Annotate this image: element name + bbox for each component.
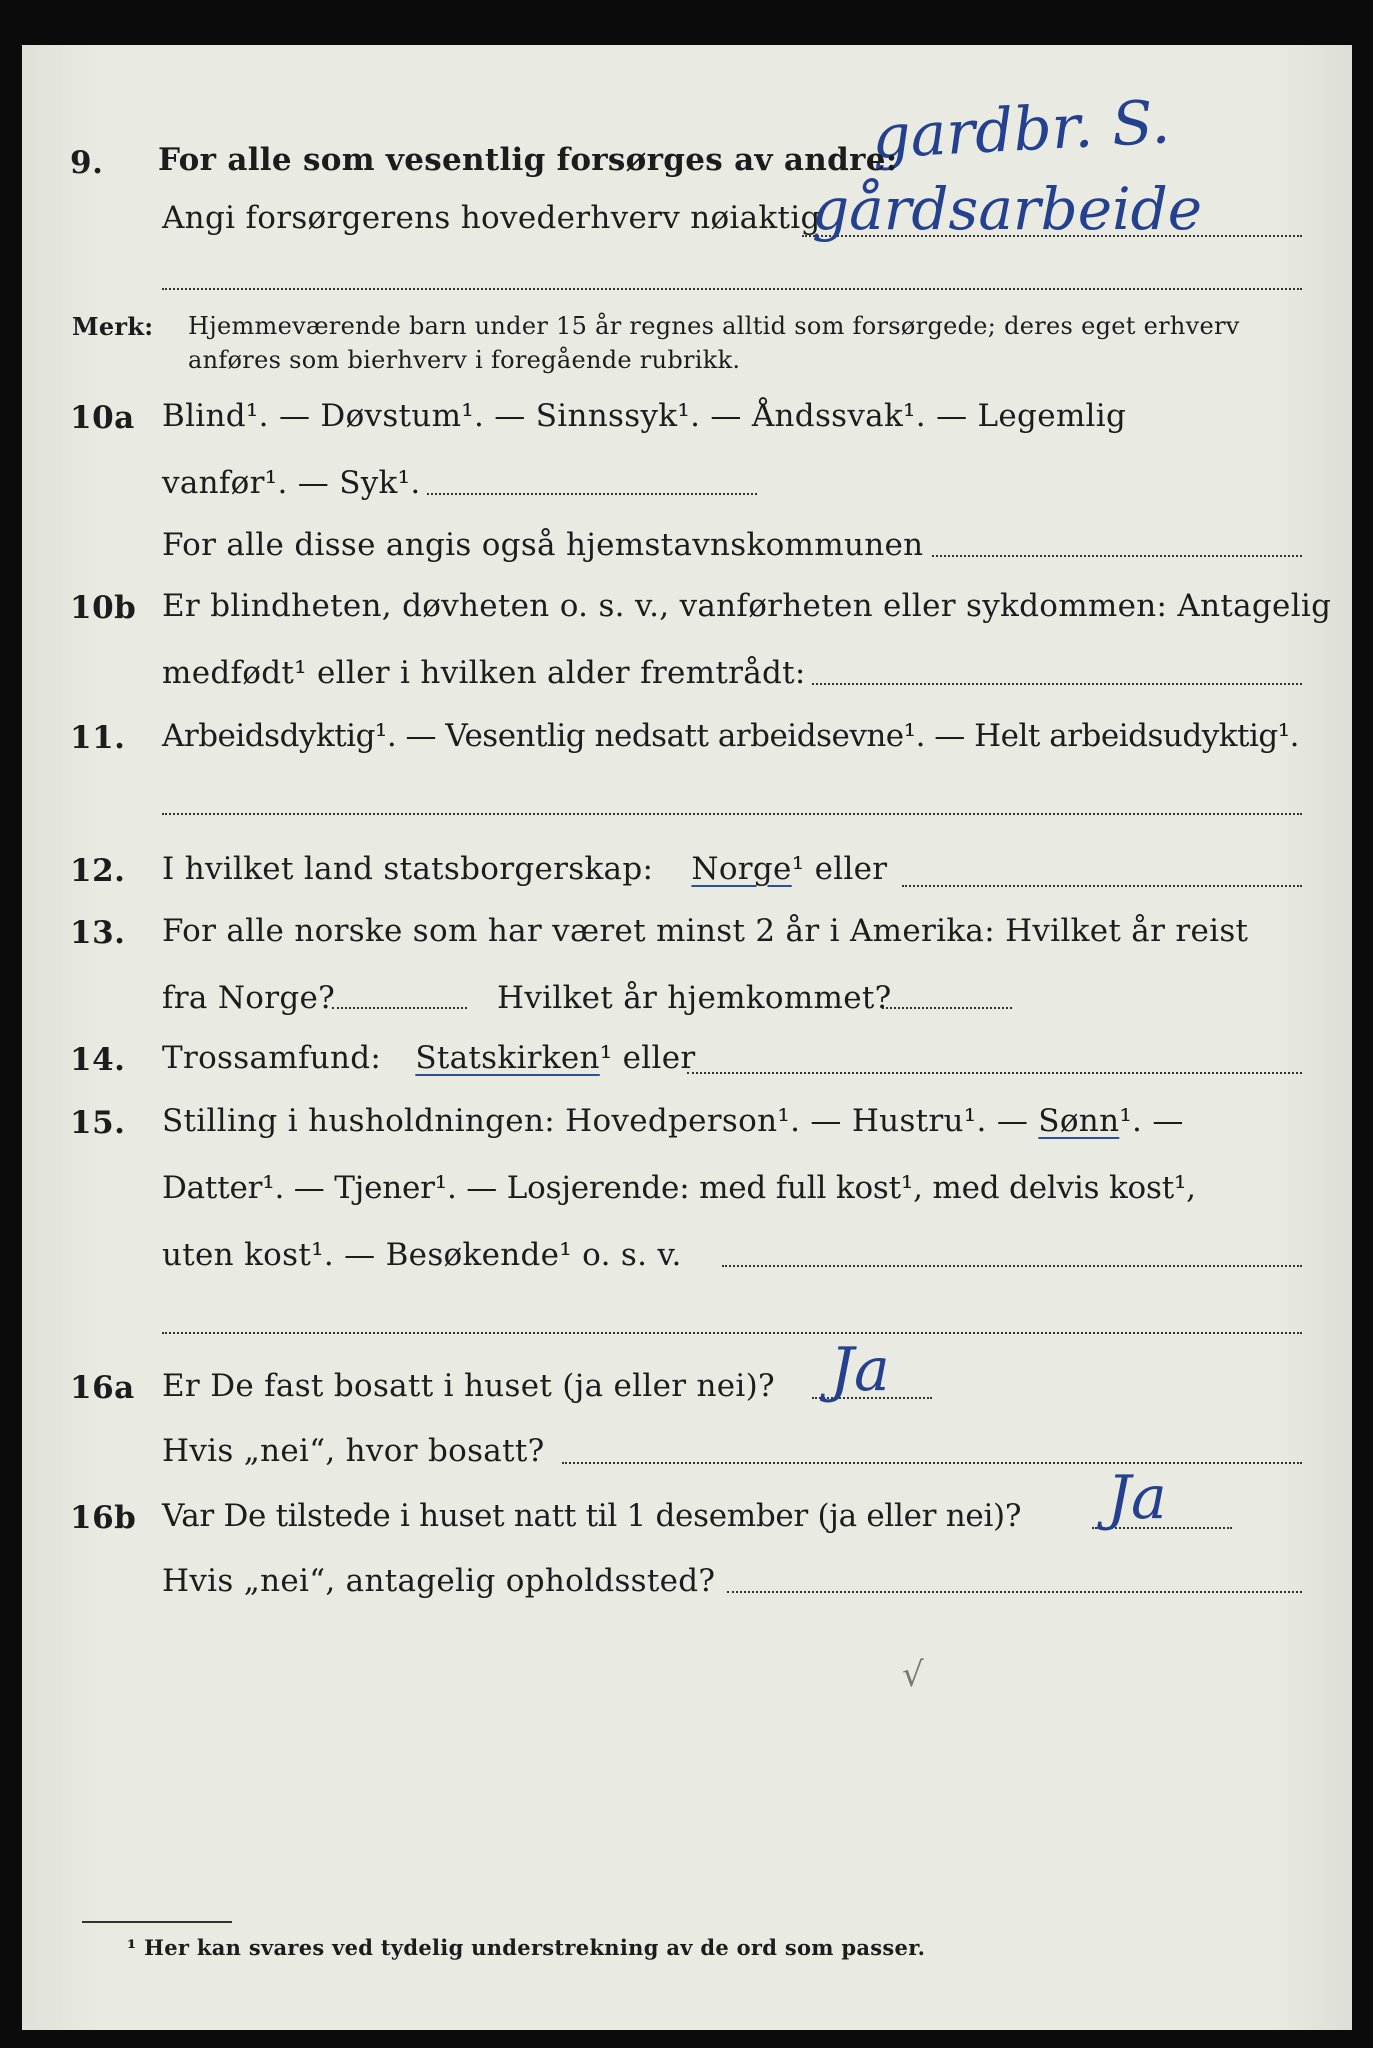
q10a-line2: vanfør¹. — Syk¹. <box>162 465 421 501</box>
handwritten-note-top: gardbr. S. <box>870 87 1172 173</box>
census-form-page <box>22 45 1352 2030</box>
q16a-bosatt-line <box>562 1462 1302 1464</box>
q14-question: Trossamfund: <box>162 1040 382 1076</box>
q14-line <box>162 1040 696 1076</box>
q12-line <box>162 851 887 887</box>
q15-line1-pre: Stilling i husholdningen: Hovedperson¹. — Hustru¹. — <box>162 1103 1029 1139</box>
q16b-line1: Var De tilstede i huset natt til 1 desember (ja eller nei)? <box>162 1498 1022 1534</box>
q13-line1: For alle norske som har været minst 2 år i Amerika: Hvilket år reist <box>162 913 1249 949</box>
pencil-check-mark: √ <box>902 1655 924 1695</box>
q15-answer-line <box>722 1265 1302 1267</box>
q16b-line2: Hvis „nei“, antagelig opholdssted? <box>162 1563 716 1599</box>
item-number-16a: 16a <box>70 1370 135 1406</box>
q10a-line3: For alle disse angis også hjemstavnskommunen <box>162 527 924 563</box>
q13-reist-line <box>332 1007 467 1009</box>
q16a-handwritten-answer: Ja <box>830 1335 890 1405</box>
footnote: ¹ Her kan svares ved tydelig understrekning av de ord som passer. <box>127 1935 926 1960</box>
item-number-15: 15. <box>70 1105 126 1141</box>
q12-post: ¹ eller <box>791 851 888 887</box>
item-number-11: 11. <box>70 720 126 756</box>
merk-line2: anføres som bierhverv i foregående rubrikk. <box>188 346 741 374</box>
q13-line2a: fra Norge? <box>162 980 336 1016</box>
footnote-rule <box>82 1921 232 1923</box>
q10b-line2: medfødt¹ eller i hvilken alder fremtrådt: <box>162 655 806 691</box>
q14-answer-line <box>687 1072 1302 1074</box>
item-number-10a: 10a <box>70 400 135 436</box>
q15-line3: uten kost¹. — Besøkende¹ o. s. v. <box>162 1237 682 1273</box>
q10a-answer-line <box>427 493 757 495</box>
item-number-14: 14. <box>70 1042 126 1078</box>
item-number-12: 12. <box>70 853 126 889</box>
q10a-kommune-line <box>932 555 1302 557</box>
merk-label: Merk: <box>72 312 154 341</box>
q12-underlined-norge: Norge <box>691 851 792 887</box>
item-number-10b: 10b <box>70 590 137 626</box>
q9-extra-line <box>162 288 1302 290</box>
q15-underlined-sonn: Sønn <box>1038 1103 1120 1139</box>
q16b-sted-line <box>727 1591 1302 1593</box>
merk-line1: Hjemmeværende barn under 15 år regnes alltid som forsørgede; deres eget erhverv <box>188 312 1240 340</box>
q12-question: I hvilket land statsborgerskap: <box>162 851 654 887</box>
q9-line1: For alle som vesentlig forsørges av andre: <box>158 142 898 178</box>
q9-line2: Angi forsørgerens hovederhverv nøiaktig <box>162 200 821 236</box>
q9-handwritten-answer: gårdsarbeide <box>812 175 1203 243</box>
q13-line2b: Hvilket år hjemkommet? <box>497 980 892 1016</box>
q11-line1: Arbeidsdyktig¹. — Vesentlig nedsatt arbeidsevne¹. — Helt arbeidsudyktig¹. <box>162 718 1300 754</box>
q15-line2: Datter¹. — Tjener¹. — Losjerende: med full kost¹, med delvis kost¹, <box>162 1170 1196 1206</box>
q10b-line1: Er blindheten, døvheten o. s. v., vanførheten eller sykdommen: Antagelig <box>162 588 1332 624</box>
q10b-answer-line <box>812 683 1302 685</box>
q11-answer-line <box>162 813 1302 815</box>
q15-line1-post: ¹. — <box>1119 1103 1184 1139</box>
q16a-line1: Er De fast bosatt i huset (ja eller nei)? <box>162 1368 775 1404</box>
q14-underlined-statskirken: Statskirken <box>415 1040 600 1076</box>
q15-line1 <box>162 1103 1184 1139</box>
item-number-16b: 16b <box>70 1500 137 1536</box>
q10a-line1: Blind¹. — Døvstum¹. — Sinnssyk¹. — Åndssvak¹. — Legemlig <box>162 398 1127 434</box>
q14-post: ¹ eller <box>599 1040 696 1076</box>
q16b-handwritten-answer: Ja <box>1107 1463 1167 1533</box>
q12-answer-line <box>902 885 1302 887</box>
q13-hjem-line <box>882 1007 1012 1009</box>
q15-extra-line <box>162 1332 1302 1334</box>
item-number-9: 9. <box>70 145 104 181</box>
q16a-line2: Hvis „nei“, hvor bosatt? <box>162 1433 545 1469</box>
item-number-13: 13. <box>70 915 126 951</box>
